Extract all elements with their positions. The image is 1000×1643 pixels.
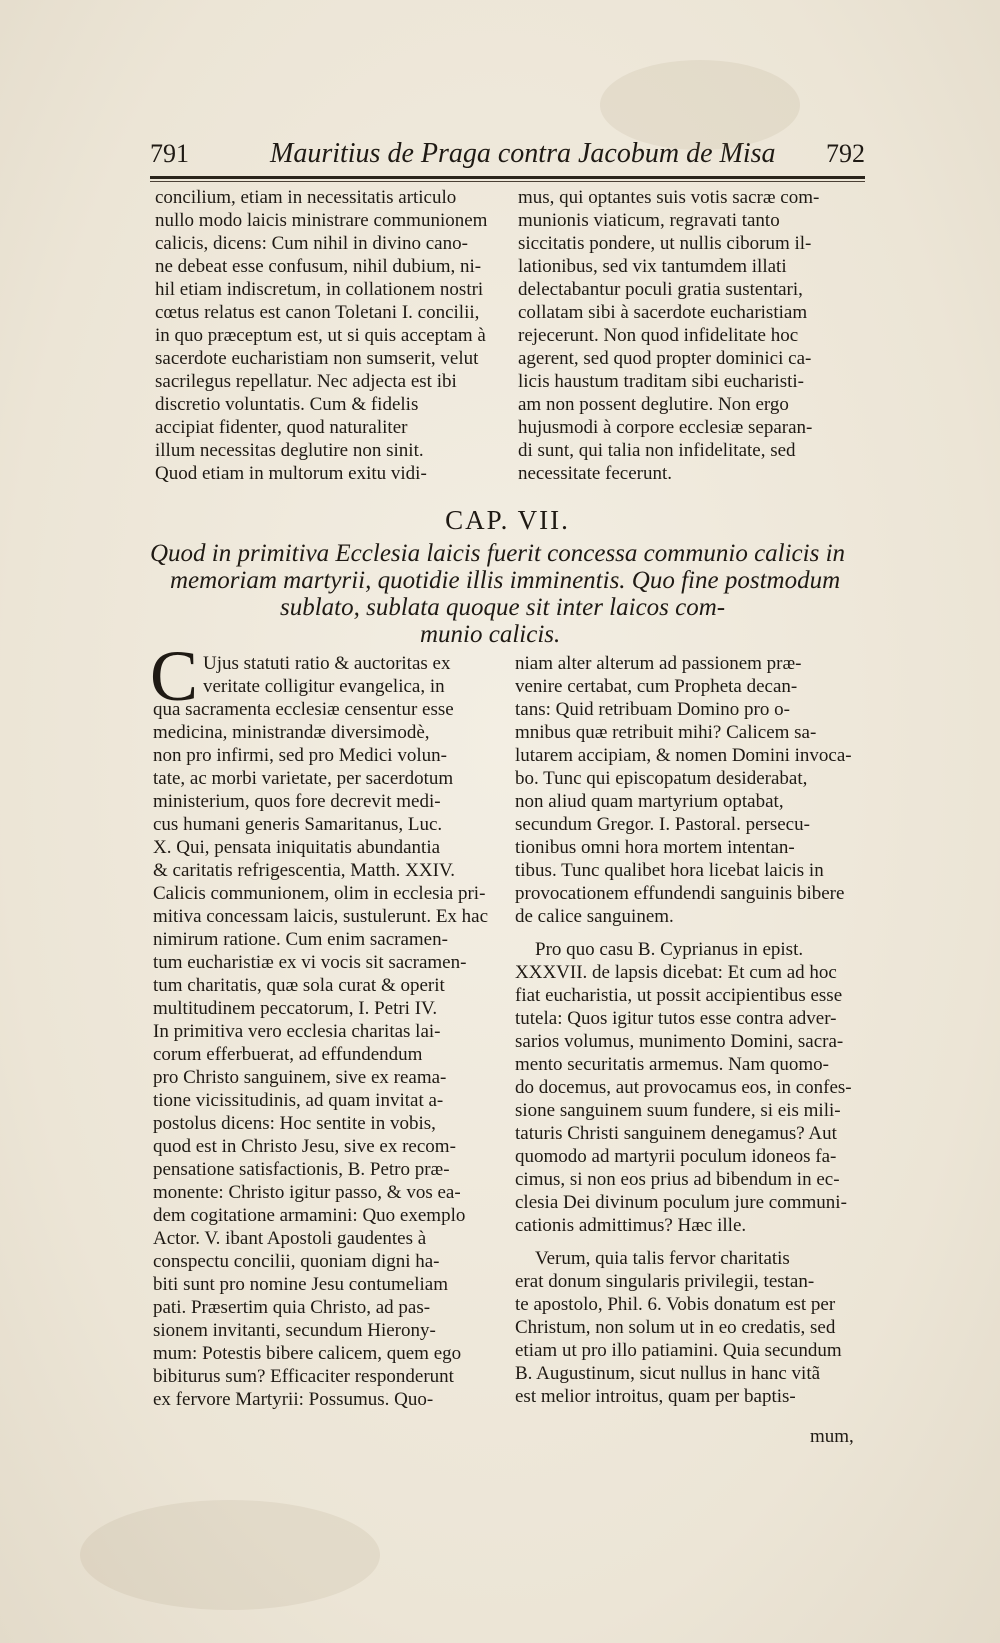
- text-line: pro Christo sanguinem, sive ex reama-: [153, 1067, 447, 1088]
- text-line: B. Augustinum, sicut nullus in hanc vitã: [515, 1363, 821, 1384]
- text-line: postolus dicens: Hoc sentite in vobis,: [153, 1113, 436, 1134]
- text-line: monente: Christo igitur passo, & vos ea-: [153, 1182, 461, 1203]
- text-line: Calicis communionem, olim in ecclesia pri-: [153, 883, 486, 904]
- text-line: ne debeat esse confusum, nihil dubium, ni-: [155, 256, 482, 277]
- text-line: concilium, etiam in necessitatis articulo: [155, 187, 457, 208]
- chapter-title-line: Quod in primitiva Ecclesia laicis fuerit concessa communio calicis in: [150, 540, 846, 567]
- text-line: sione sanguinem suum fundere, si eis mili-: [515, 1100, 841, 1121]
- text-line: mnibus quæ retribuit mihi? Calicem sa-: [515, 722, 817, 743]
- text-line: nullo modo laicis ministrare communionem: [155, 210, 488, 231]
- text-line: munionis viaticum, regravati tanto: [518, 210, 780, 231]
- text-line: hil etiam indiscretum, in collationem nostri: [155, 279, 484, 300]
- text-line: niam alter alterum ad passionem præ-: [515, 653, 802, 674]
- text-line: mus, qui optantes suis votis sacræ com-: [518, 187, 820, 208]
- text-line: ministerium, quos fore decrevit medi-: [153, 791, 441, 812]
- text-line: do docemus, aut provocamus eos, in confes-: [515, 1077, 852, 1098]
- top-left-column: [155, 186, 500, 485]
- chapter-heading: CAP. VII.: [445, 505, 570, 535]
- text-line: quomodo ad martyrii poculum idoneos fa-: [515, 1146, 837, 1167]
- text-line: Actor. V. ibant Apostoli gaudentes à: [153, 1228, 427, 1249]
- text-line: hujusmodi à corpore ecclesiæ separan-: [518, 417, 813, 438]
- text-line: cus humani generis Samaritanus, Luc.: [153, 814, 443, 835]
- text-line: X. Qui, pensata iniquitatis abundantia: [153, 837, 441, 858]
- text-line: accipiat fidenter, quod naturaliter: [155, 417, 408, 438]
- text-line: rejecerunt. Non quod infidelitate hoc: [518, 325, 799, 346]
- running-title: Mauritius de Praga contra Jacobum de Misa: [270, 138, 776, 169]
- text-line: & caritatis refrigescentia, Matth. XXIV.: [153, 860, 455, 881]
- text-line: In primitiva vero ecclesia charitas lai-: [153, 1021, 441, 1042]
- bottom-right-column: [515, 652, 863, 1408]
- text-line: sarios volumus, munimento Domini, sacra-: [515, 1031, 844, 1052]
- chapter-title-line: sublato, sublata quoque sit inter laicos com-: [280, 594, 726, 621]
- text-line: nimirum ratione. Cum enim sacramen-: [153, 929, 448, 950]
- text-line: illum necessitas deglutire non sinit.: [155, 440, 424, 461]
- text-line: multitudinem peccatorum, I. Petri IV.: [153, 998, 438, 1019]
- text-line: cationis admittimus? Hæc ille.: [515, 1215, 747, 1236]
- text-line: mum: Potestis bibere calicem, quem ego: [153, 1343, 462, 1364]
- text-line: fiat eucharistia, ut possit accipientibus esse: [515, 985, 843, 1006]
- text-line: venire certabat, cum Propheta decan-: [515, 676, 798, 697]
- bottom-left-column: [153, 652, 498, 1411]
- text-line: tutela: Quos igitur tutos esse contra adver-: [515, 1008, 837, 1029]
- text-line: collatam sibi à sacerdote eucharistiam: [518, 302, 808, 323]
- text-line: tionibus omni hora mortem intentan-: [515, 837, 795, 858]
- text-line: necessitate fecerunt.: [518, 463, 673, 484]
- paper-stain: [600, 60, 800, 150]
- text-line: lationibus, sed vix tantumdem illati: [518, 256, 787, 277]
- text-line: Pro quo casu B. Cyprianus in epist.: [535, 939, 804, 960]
- text-line: pati. Præsertim quia Christo, ad pas-: [153, 1297, 431, 1318]
- text-line: tibus. Tunc qualibet hora licebat laicis in: [515, 860, 824, 881]
- text-line: discretio voluntatis. Cum & fidelis: [155, 394, 419, 415]
- text-line: secundum Gregor. I. Pastoral. persecu-: [515, 814, 810, 835]
- text-line: am non possent deglutire. Non ergo: [518, 394, 789, 415]
- text-line: cœtus relatus est canon Toletani I. concilii,: [155, 302, 480, 323]
- text-line: dem cogitatione armamini: Quo exemplo: [153, 1205, 466, 1226]
- text-line: provocationem effundendi sanguinis bibere: [515, 883, 845, 904]
- text-line: delectabantur poculi gratia sustentari,: [518, 279, 803, 300]
- text-line: taturis Christi sanguinem denegamus? Aut: [515, 1123, 837, 1144]
- text-line: medicina, ministrandæ diversimodè,: [153, 722, 430, 743]
- text-line: ex fervore Martyrii: Possumus. Quo-: [153, 1389, 434, 1410]
- text-line: mento securitatis armemus. Nam quomo-: [515, 1054, 829, 1075]
- text-line: te apostolo, Phil. 6. Vobis donatum est per: [515, 1294, 836, 1315]
- text-line: siccitatis pondere, ut nullis ciborum il-: [518, 233, 812, 254]
- text-line: Ujus statuti ratio & auctoritas ex: [203, 653, 451, 674]
- text-line: cimus, si non eos prius ad bibendum in ec-: [515, 1169, 840, 1190]
- text-line: di sunt, qui talia non infidelitate, sed: [518, 440, 796, 461]
- page-number-left: 791: [150, 139, 189, 168]
- text-line: XXXVII. de lapsis dicebat: Et cum ad hoc: [515, 962, 837, 983]
- text-line: agerent, sed quod propter dominici ca-: [518, 348, 812, 369]
- text-line: tate, ac morbi varietate, per sacerdotum: [153, 768, 454, 789]
- text-line: non pro infirmi, sed pro Medici volun-: [153, 745, 447, 766]
- text-line: qua sacramenta ecclesiæ censentur esse: [153, 699, 454, 720]
- text-line: biti sunt pro nomine Jesu contumeliam: [153, 1274, 448, 1295]
- text-line: licis haustum traditam sibi eucharisti-: [518, 371, 804, 392]
- page-number-right: 792: [826, 139, 865, 168]
- text-line: in quo præceptum est, ut si quis acceptam à: [155, 325, 486, 346]
- text-line: tans: Quid retribuam Domino pro o-: [515, 699, 790, 720]
- chapter-title-line: memoriam martyrii, quotidie illis imminentis. Quo fine postmodum: [170, 567, 841, 594]
- text-line: bibiturus sum? Efficaciter responderunt: [153, 1366, 454, 1387]
- text-line: calicis, dicens: Cum nihil in divino cano-: [155, 233, 468, 254]
- text-line: tum charitatis, quæ sola curat & operit: [153, 975, 445, 996]
- top-right-column: [518, 186, 863, 485]
- text-line: Christum, non solum ut in eo credatis, sed: [515, 1317, 836, 1338]
- chapter-title: [150, 540, 865, 648]
- drop-cap: C: [150, 636, 199, 716]
- text-line: tum eucharistiæ ex vi vocis sit sacramen-: [153, 952, 467, 973]
- paper-stain: [80, 1500, 380, 1610]
- text-line: corum efferbuerat, ad effundendum: [153, 1044, 423, 1065]
- text-line: bo. Tunc qui episcopatum desiderabat,: [515, 768, 808, 789]
- text-line: sacrilegus repellatur. Nec adjecta est ibi: [155, 371, 457, 392]
- text-line: non aliud quam martyrium optabat,: [515, 791, 784, 812]
- text-line: est melior introitus, quam per baptis-: [515, 1386, 796, 1407]
- text-line: Quod etiam in multorum exitu vidi-: [155, 463, 427, 484]
- text-line: etiam ut pro illo patiamini. Quia secundum: [515, 1340, 842, 1361]
- text-line: clesia Dei divinum poculum jure communi-: [515, 1192, 847, 1213]
- text-line: Verum, quia talis fervor charitatis: [535, 1248, 790, 1269]
- header-rule-thin: [150, 181, 865, 182]
- text-line: sacerdote eucharistiam non sumserit, velut: [155, 348, 479, 369]
- text-line: erat donum singularis privilegii, testan-: [515, 1271, 815, 1292]
- text-line: conspectu concilii, quoniam digni ha-: [153, 1251, 440, 1272]
- text-line: sionem invitanti, secundum Hierony-: [153, 1320, 436, 1341]
- text-line: tione vicissitudinis, ad quam invitat a-: [153, 1090, 444, 1111]
- text-line: quod est in Christo Jesu, sive ex recom-: [153, 1136, 456, 1157]
- text-line: de calice sanguinem.: [515, 906, 674, 927]
- header-rule: [150, 176, 865, 179]
- text-line: veritate colligitur evangelica, in: [203, 676, 445, 697]
- text-line: lutarem accipiam, & nomen Domini invoca-: [515, 745, 852, 766]
- catchword: mum,: [810, 1426, 854, 1447]
- chapter-title-line: munio calicis.: [420, 621, 561, 648]
- text-line: pensatione satisfactionis, B. Petro præ-: [153, 1159, 450, 1180]
- text-line: mitiva concessam laicis, sustulerunt. Ex hac: [153, 906, 489, 927]
